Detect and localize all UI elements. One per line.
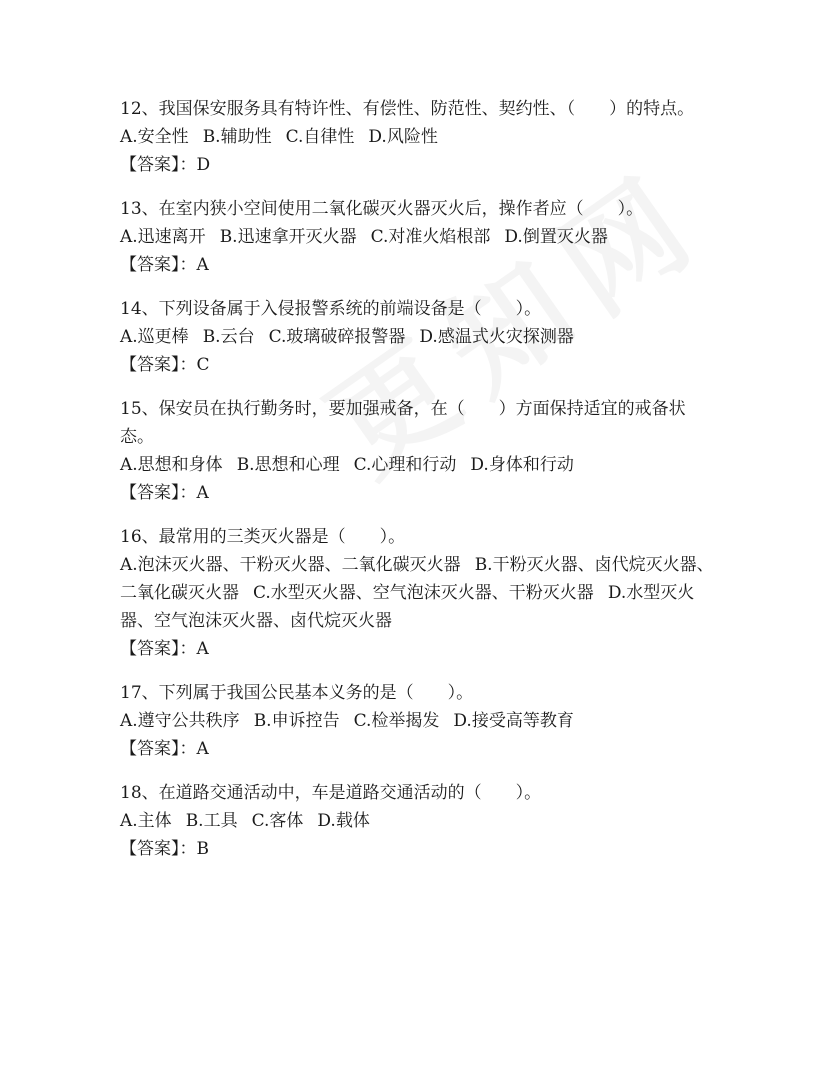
question-options bbox=[120, 223, 720, 251]
question-stem: 13、在室内狭小空间使用二氧化碳灭火器灭火后，操作者应（ ）。 bbox=[120, 199, 644, 219]
option-c: C.水型灭火器、空气泡沫灭火器、干粉灭火器 bbox=[253, 583, 594, 603]
question-list bbox=[120, 95, 720, 879]
option-c: C.玻璃破碎报警器 bbox=[268, 327, 406, 347]
option-d: D.水型灭火器、空气泡沫灭火器、卤代烷灭火器 bbox=[120, 583, 695, 631]
question-stem: 18、在道路交通活动中，车是道路交通活动的（ ）。 bbox=[120, 783, 542, 803]
question-options bbox=[120, 551, 720, 635]
answer: 【答案】：A bbox=[120, 639, 209, 659]
answer: 【答案】：B bbox=[120, 839, 209, 859]
question-options bbox=[120, 707, 720, 735]
question-stem: 14、下列设备属于入侵报警系统的前端设备是（ ）。 bbox=[120, 299, 542, 319]
question-options bbox=[120, 451, 720, 479]
option-c: C.客体 bbox=[251, 811, 304, 831]
option-c: C.心理和行动 bbox=[353, 455, 457, 475]
option-b: B.申诉控告 bbox=[253, 711, 340, 731]
answer: 【答案】：C bbox=[120, 355, 210, 375]
question-12 bbox=[120, 95, 720, 179]
option-b: B.思想和心理 bbox=[236, 455, 340, 475]
question-stem: 16、最常用的三类灭火器是（ ）。 bbox=[120, 527, 406, 547]
option-d: D.身体和行动 bbox=[470, 455, 574, 475]
option-a: A.泡沫灭火器、干粉灭火器、二氧化碳灭火器 bbox=[120, 555, 461, 575]
question-options bbox=[120, 807, 720, 835]
question-15 bbox=[120, 395, 720, 507]
option-b: B.云台 bbox=[202, 327, 255, 347]
question-options bbox=[120, 123, 720, 151]
question-stem: 15、保安员在执行勤务时，要加强戒备，在（ ）方面保持适宜的戒备状态。 bbox=[120, 399, 686, 447]
option-b: B.干粉灭火器、卤代烷灭火器、二氧化碳灭火器 bbox=[120, 555, 714, 603]
option-a: A.思想和身体 bbox=[120, 455, 223, 475]
question-18 bbox=[120, 779, 720, 863]
option-d: D.风险性 bbox=[368, 127, 438, 147]
option-c: C.检举揭发 bbox=[353, 711, 440, 731]
option-d: D.感温式火灾探测器 bbox=[419, 327, 574, 347]
answer: 【答案】：A bbox=[120, 483, 209, 503]
question-14 bbox=[120, 295, 720, 379]
option-c: C.对准火焰根部 bbox=[370, 227, 491, 247]
answer: 【答案】：A bbox=[120, 739, 209, 759]
option-d: D.载体 bbox=[317, 811, 370, 831]
option-a: A.迅速离开 bbox=[120, 227, 206, 247]
option-b: B.迅速拿开灭火器 bbox=[219, 227, 357, 247]
answer: 【答案】：A bbox=[120, 255, 209, 275]
option-a: A.主体 bbox=[120, 811, 172, 831]
option-a: A.遵守公共秩序 bbox=[120, 711, 240, 731]
answer: 【答案】：D bbox=[120, 155, 211, 175]
question-stem: 12、我国保安服务具有特许性、有偿性、防范性、契约性、（ ）的特点。 bbox=[120, 99, 695, 119]
question-16 bbox=[120, 523, 720, 663]
option-d: D.接受高等教育 bbox=[453, 711, 574, 731]
option-b: B.工具 bbox=[185, 811, 238, 831]
question-stem: 17、下列属于我国公民基本义务的是（ ）。 bbox=[120, 683, 474, 703]
option-d: D.倒置灭火器 bbox=[504, 227, 608, 247]
option-a: A.巡更棒 bbox=[120, 327, 189, 347]
option-b: B.辅助性 bbox=[202, 127, 272, 147]
question-17 bbox=[120, 679, 720, 763]
option-a: A.安全性 bbox=[120, 127, 189, 147]
question-options bbox=[120, 323, 720, 351]
option-c: C.自律性 bbox=[285, 127, 355, 147]
question-13 bbox=[120, 195, 720, 279]
